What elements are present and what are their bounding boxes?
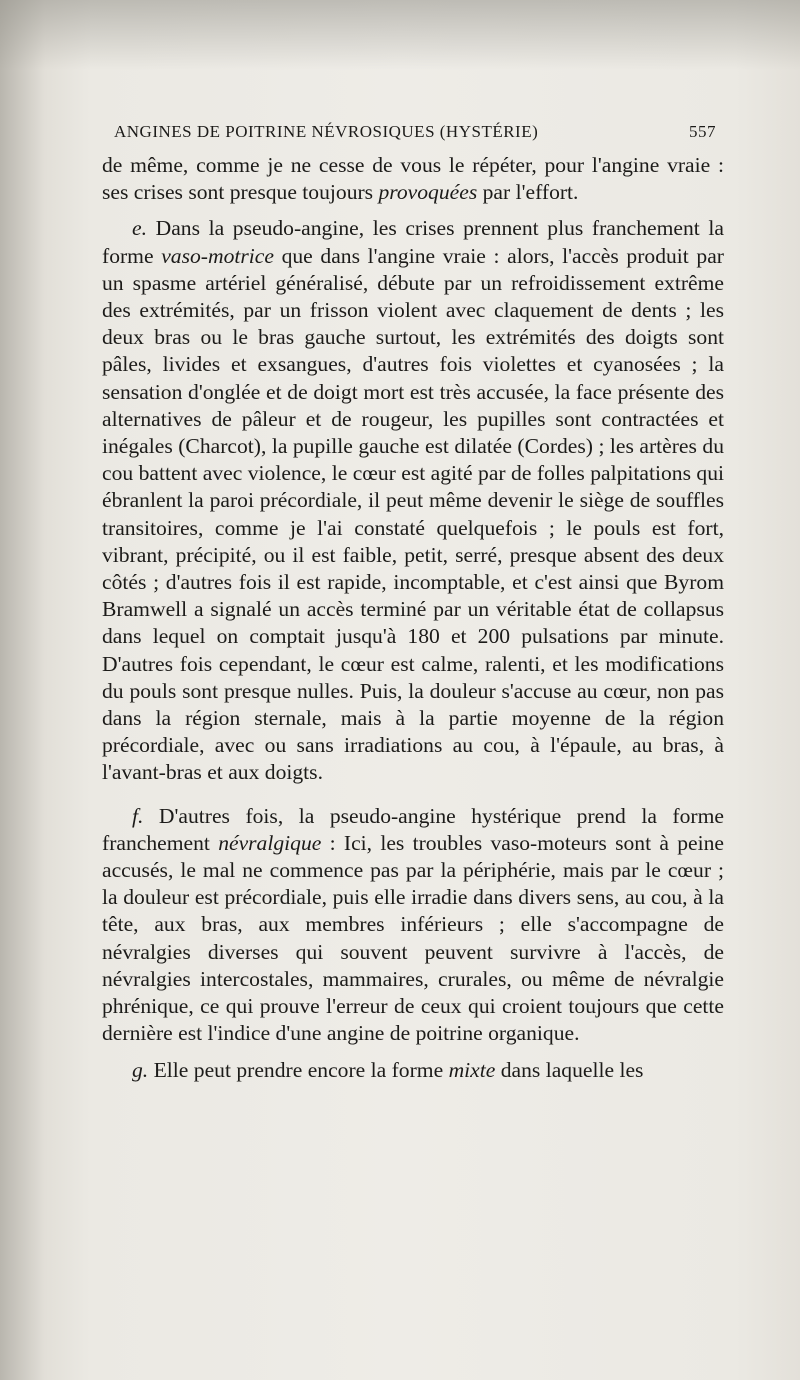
- text-segment: Elle peut prendre encore la forme: [148, 1057, 449, 1082]
- text-segment: par l'effort.: [477, 180, 579, 205]
- page-top-shadow: [0, 0, 800, 70]
- section-marker: e.: [132, 216, 147, 241]
- paragraph-e: [102, 215, 724, 786]
- section-marker: f.: [132, 803, 144, 828]
- italic-term: provoquées: [378, 180, 478, 205]
- italic-term: mixte: [448, 1057, 496, 1082]
- text-segment: D'autres fois, la pseudo-angine hystérique prend la forme franchement: [102, 803, 724, 855]
- paragraph-g: [102, 1057, 724, 1084]
- section-marker: g.: [132, 1057, 149, 1082]
- italic-term: vaso-motrice: [161, 243, 274, 268]
- text-segment: : Ici, les troubles vaso-moteurs sont à peine accusés, le mal ne commence pas par la périphérie, mais par le cœur ; la douleur est précordiale, puis elle irradie dans divers sens, au cou, à la tête, aux bras, aux membres inférieurs ; elle s'accompagne de névralgies diverses qui souvent peuvent survivre à l'accès, de névralgies intercostales, mammaires, crurales, ou même de névralgie phrénique, ce qui prouve l'erreur de ceux qui croient toujours que cette dernière est l'indice d'une angine de poitrine organique.: [102, 830, 724, 1046]
- running-title: ANGINES DE POITRINE NÉVROSIQUES (HYSTÉRIE): [114, 122, 539, 141]
- page-number: 557: [689, 122, 716, 141]
- running-head: [114, 122, 716, 146]
- text-segment: de même, comme je ne cesse de vous le répéter, pour l'angine vraie : ses crises sont presque toujours: [102, 153, 724, 205]
- text-segment: que dans l'angine vraie : alors, l'accès produit par un spasme artériel généralisé, débute par un refroidissement extrême des extrémités, par un frisson violent avec claquement de dents ; les deux bras ou le bras gauche surtout, les extrémités des doigts sont pâles, livides et exsangues, d'autres fois violettes et cyanosées ; la sensation d'onglée et de doigt mort est très accusée, la face présente des alternatives de pâleur et de rougeur, les pupilles sont contractées et inégales (Charcot), la pupille gauche est dilatée (Cordes) ; les artères du cou battent avec violence, le cœur est agité par de folles palpitations qui ébranlent la paroi précordiale, il peut même devenir le siège de souffles transitoires, comme je l'ai constaté quelquefois ; le pouls est fort, vibrant, précipité, ou il est faible, petit, serré, presque absent des deux côtés ; d'autres fois il est rapide, incomptable, et c'est ainsi que Byrom Bramwell a signalé un accès terminé par un véritable état de collapsus dans lequel on comptait jusqu'à 180 et 200 pulsations par minute. D'autres fois cependant, le cœur est calme, ralenti, et les modifications du pouls sont presque nulles. Puis, la douleur s'accuse au cœur, non pas dans la région sternale, mais à la partie moyenne de la région précordiale, avec ou sans irradiations au cou, à l'épaule, au bras, à l'avant-bras et aux doigts.: [102, 243, 724, 785]
- paragraph-continuation: [102, 152, 724, 206]
- body-text: [102, 152, 724, 1084]
- text-segment: dans laquelle les: [495, 1057, 644, 1082]
- text-segment: Dans la pseudo-angine, les crises prennent plus franchement la forme: [102, 216, 724, 268]
- italic-term: névralgique: [218, 830, 322, 855]
- paragraph-f: [102, 803, 724, 1048]
